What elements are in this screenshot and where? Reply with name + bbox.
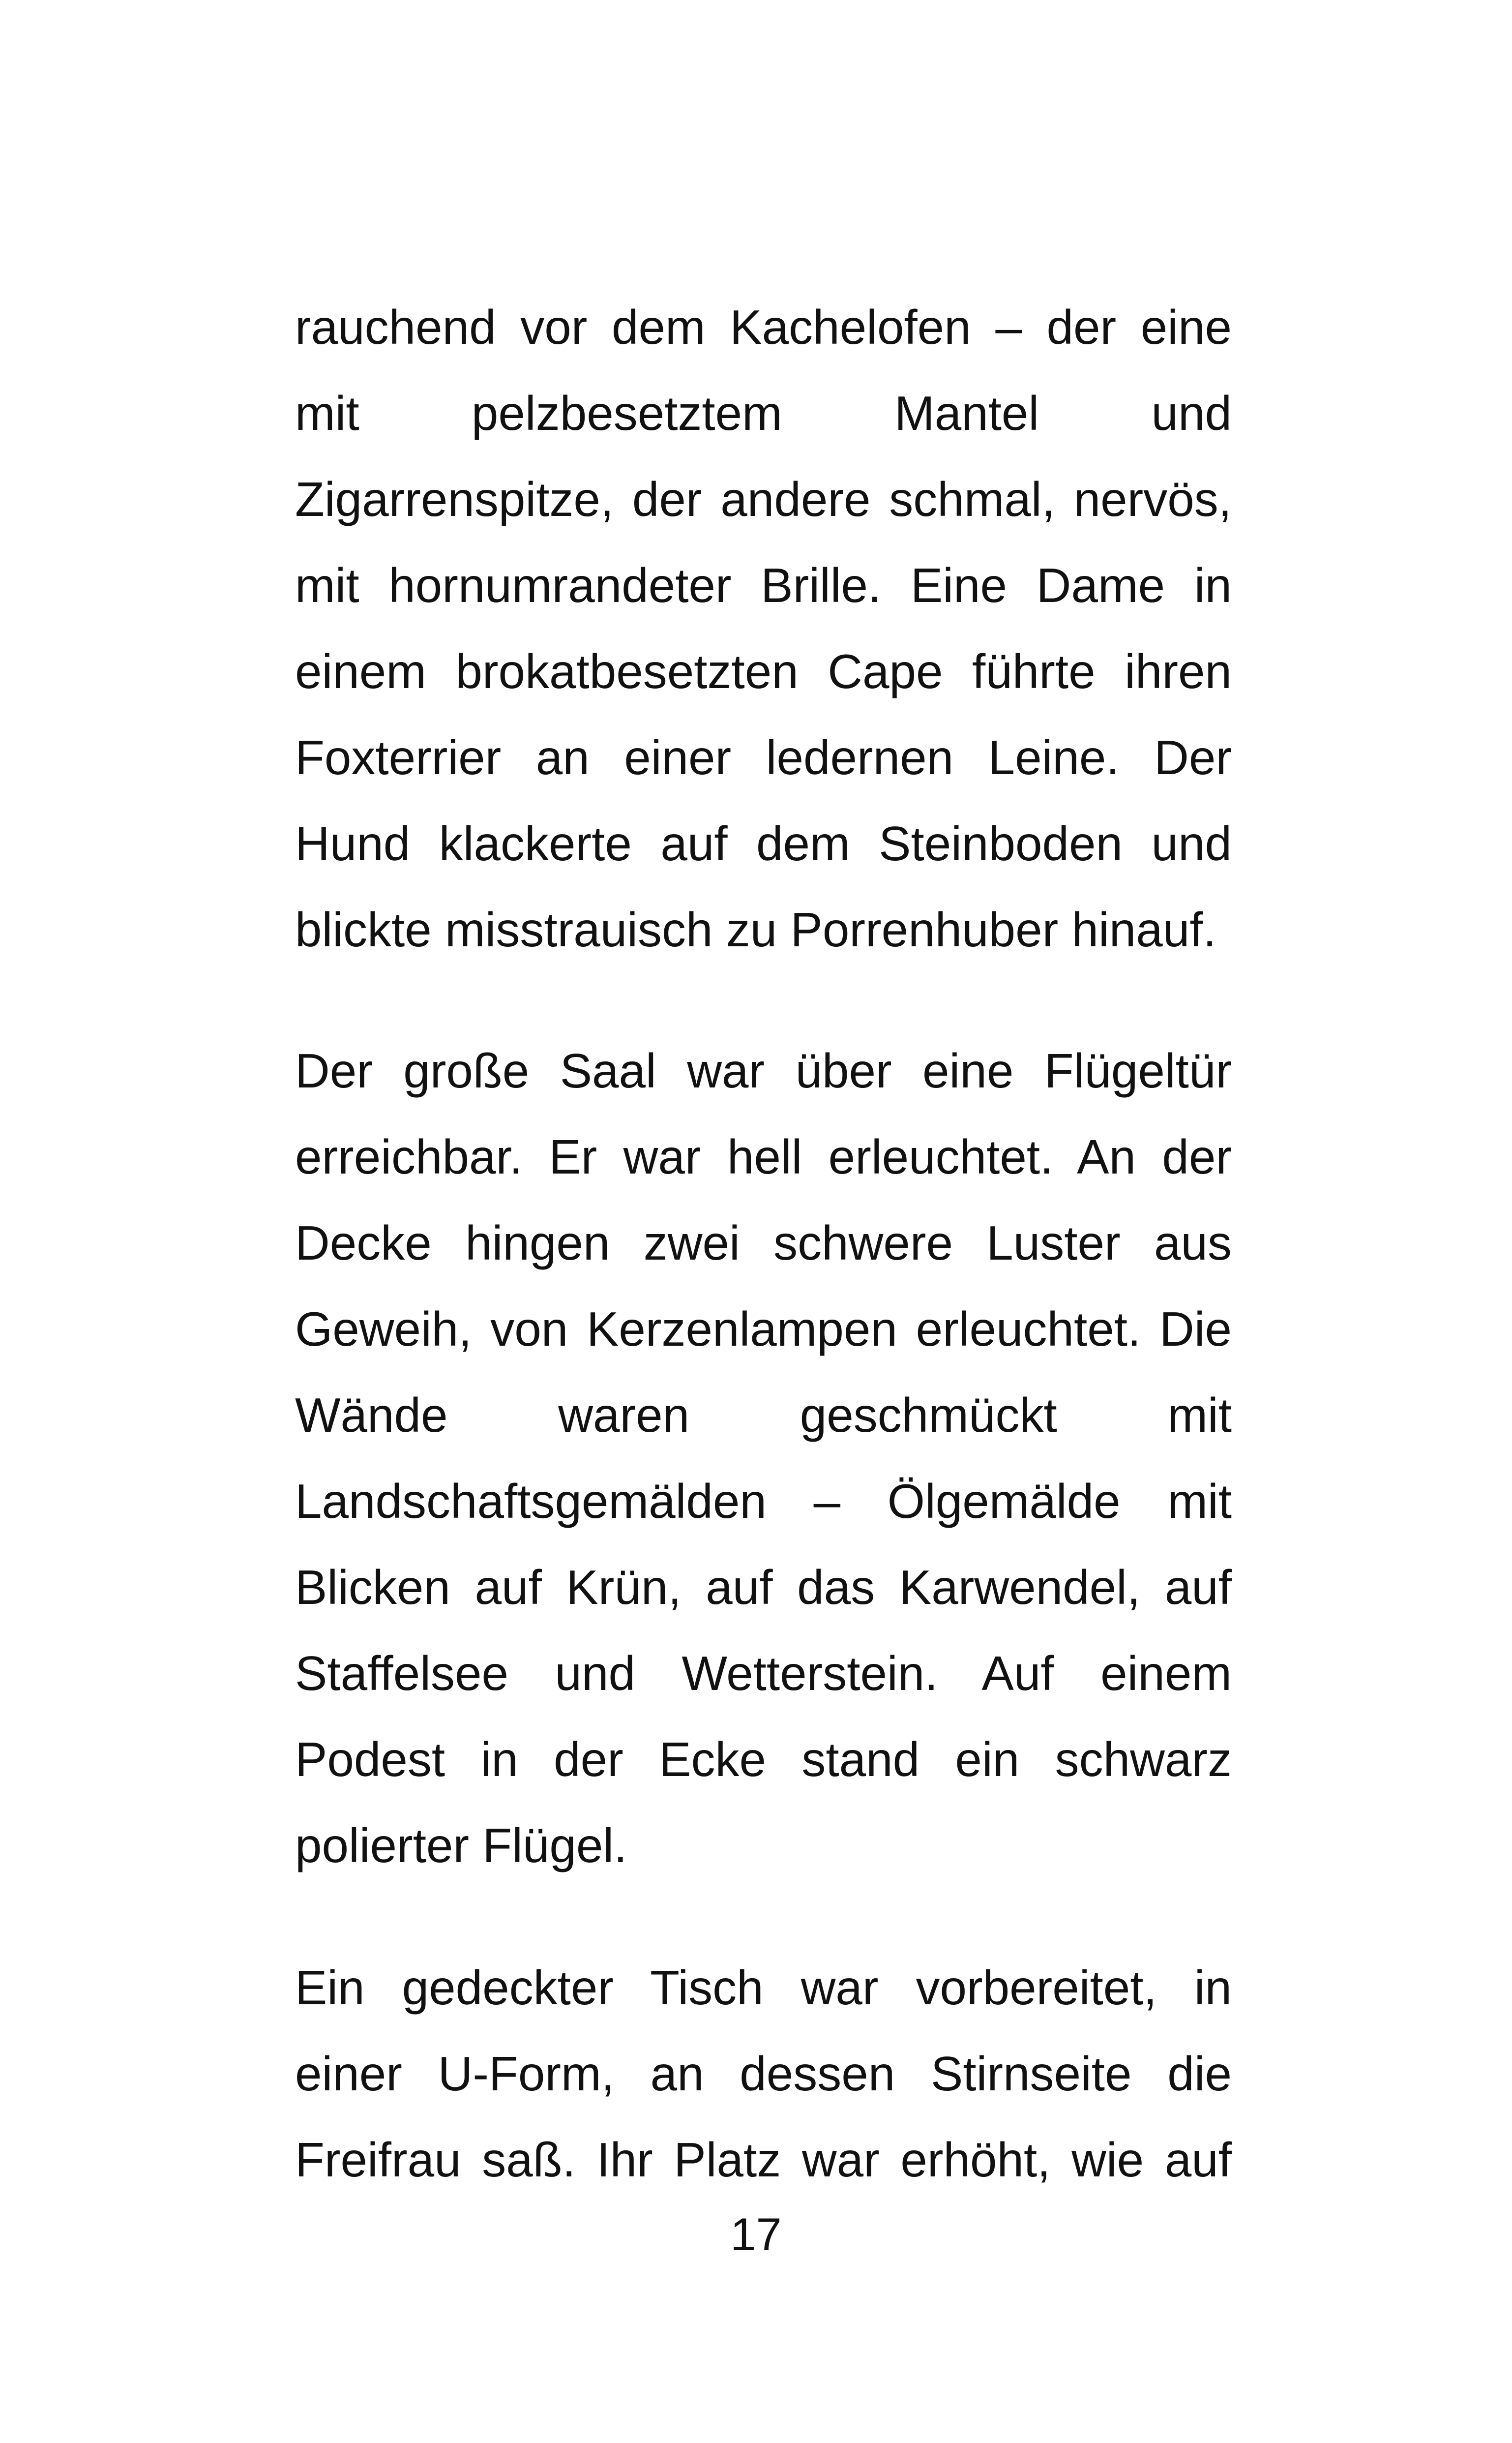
- text-line: mit pelzbesetztem Mantel und: [295, 386, 1232, 440]
- text-line: erreichbar. Er war hell erleuchtet. An der: [295, 1130, 1232, 1184]
- text-line: blickte misstrauisch zu Porrenhuber hinauf.: [295, 903, 1216, 957]
- text-line: polierter Flügel.: [295, 1818, 627, 1872]
- paragraph-1: [295, 284, 1232, 973]
- paragraph-3: [295, 1945, 1232, 2203]
- paragraph-2: [295, 1028, 1232, 1889]
- text-line: Hund klackerte auf dem Steinboden und: [295, 816, 1232, 871]
- text-line: einem brokatbesetzten Cape führte ihren: [295, 644, 1232, 698]
- text-line: Staffelsee und Wetterstein. Auf einem: [295, 1646, 1232, 1700]
- text-line: Wände waren geschmückt mit: [295, 1388, 1232, 1442]
- text-line: Geweih, von Kerzenlampen erleuchtet. Die: [295, 1302, 1232, 1356]
- text-line: einer U-Form, an dessen Stirnseite die: [295, 2047, 1232, 2101]
- text-line: Podest in der Ecke stand ein schwarz: [295, 1732, 1232, 1786]
- text-line: Zigarrenspitze, der andere schmal, nervös,: [295, 472, 1232, 526]
- text-line: Ein gedeckter Tisch war vorbereitet, in: [295, 1960, 1232, 2015]
- text-line: rauchend vor dem Kachelofen – der eine: [295, 300, 1232, 354]
- text-line: Blicken auf Krün, auf das Karwendel, auf: [295, 1560, 1232, 1614]
- text-line: Freifrau saß. Ihr Platz war erhöht, wie auf: [295, 2133, 1232, 2187]
- text-line: Der große Saal war über eine Flügeltür: [295, 1044, 1232, 1098]
- text-line: Foxterrier an einer ledernen Leine. Der: [295, 730, 1232, 784]
- text-line: Decke hingen zwei schwere Luster aus: [295, 1216, 1232, 1270]
- page-number: 17: [730, 2208, 782, 2260]
- text-line: Landschaftsgemälden – Ölgemälde mit: [295, 1474, 1232, 1528]
- text-line: mit hornumrandeter Brille. Eine Dame in: [295, 558, 1232, 612]
